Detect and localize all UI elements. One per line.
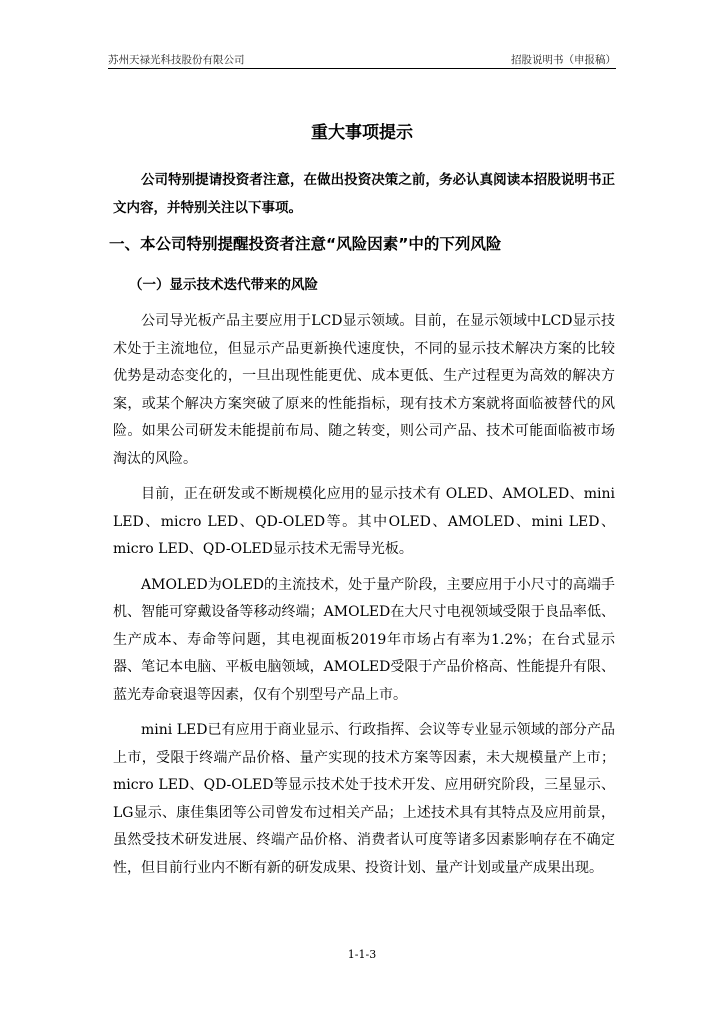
body-paragraph: mini LED已有应用于商业显示、行政指挥、会议等专业显示领域的部分产品上市，受限于终端产品价格、量产实现的技术方案等因素，未大规模量产上市；micro LED、QD-OLED等显示技术处于技术开发、应用研究阶段，三星显示、LG显示、康佳集团等公司曾发布过相关产品；上述技术具有其特点及应用前景，虽然受技术研发进展、终端产品价格、消费者认可度等诸多因素影响存在不确定性，但目前行业内不断有新的研发成果、投资计划、量产计划或量产成果出现。 <box>113 722 615 876</box>
subsection-heading: （一）显示技术迭代带来的风险 <box>129 277 318 293</box>
main-content <box>109 167 615 890</box>
intro-paragraph: 公司特别提请投资者注意，在做出投资决策之前，务必认真阅读本招股说明书正文内容，并特别关注以下事项。 <box>113 172 615 216</box>
header-company-name: 苏州天禄光科技股份有限公司 <box>108 54 245 66</box>
page-title: 重大事项提示 <box>311 123 413 143</box>
body-paragraph: 公司导光板产品主要应用于LCD显示领域。目前，在显示领域中LCD显示技术处于主流地位，但显示产品更新换代速度快，不同的显示技术解决方案的比较优势是动态变化的，一旦出现性能更优、成本更低、生产过程更为高效的解决方案，或某个解决方案突破了原来的性能指标，现有技术方案就将面临被替代的风险。如果公司研发未能提前布局、随之转变，则公司产品、技术可能面临被市场淘汰的风险。 <box>113 313 615 467</box>
header-document-type: 招股说明书（申报稿） <box>511 54 616 66</box>
page-header <box>108 50 616 69</box>
body-paragraph: AMOLED为OLED的主流技术，处于量产阶段，主要应用于小尺寸的高端手机、智能可穿戴设备等移动终端；AMOLED在大尺寸电视领域受限于良品率低、生产成本、寿命等问题，其电视面板2019年市场占有率为1.2%；在台式显示器、笔记本电脑、平板电脑领域，AMOLED受限于产品价格高、性能提升有限、蓝光寿命衰退等因素，仅有个别型号产品上市。 <box>113 576 615 703</box>
page-number: 1-1-3 <box>347 948 377 961</box>
section-heading: 一、本公司特别提醒投资者注意“风险因素”中的下列风险 <box>109 235 502 253</box>
body-paragraph: 目前，正在研发或不断规模化应用的显示技术有 OLED、AMOLED、mini LED、micro LED、QD-OLED等。其中OLED、AMOLED、mini LED、micro LED、QD-OLED显示技术无需导光板。 <box>113 486 615 557</box>
